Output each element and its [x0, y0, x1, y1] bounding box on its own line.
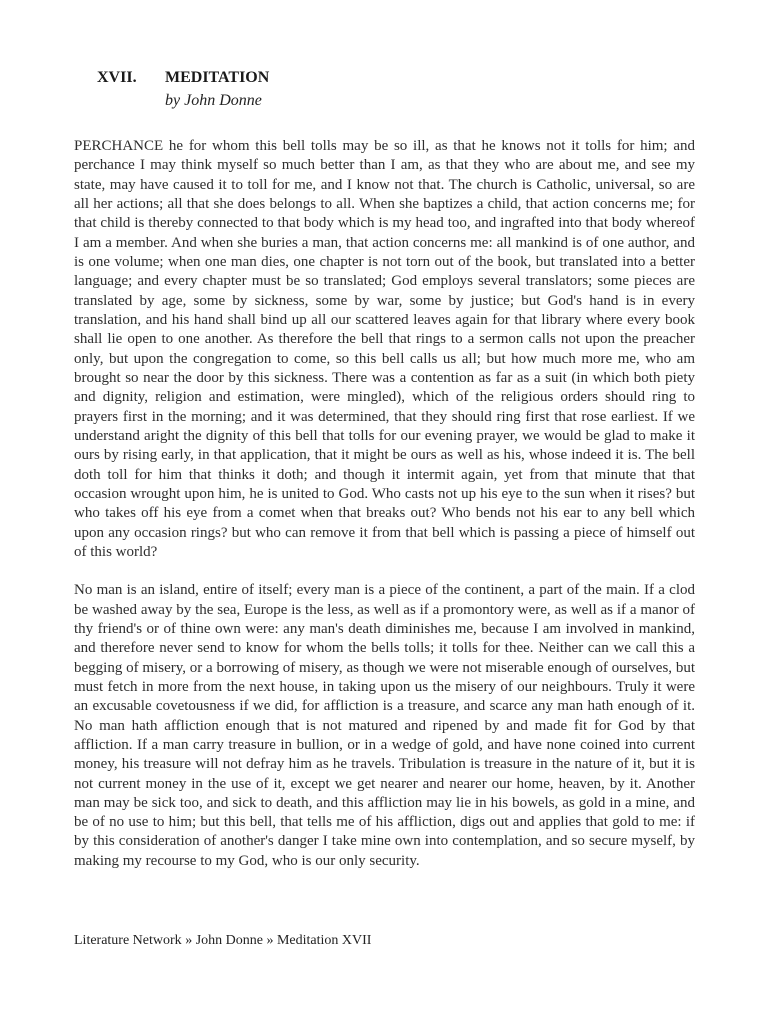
breadcrumb-separator: » [262, 933, 277, 948]
document-title: MEDITATION [165, 69, 270, 86]
author-byline: by John Donne [165, 92, 262, 109]
paragraph-1: PERCHANCE he for whom this bell tolls may be so ill, as that he knows not it tolls for him; and perchance I may think myself so much better than I am, as that they who are about me, and see my state, may have caused it to toll for me, and I know not that. The church is Catholic, universal, so are all her actions; all that she does belongs to all. When she baptizes a child, that action concerns me; for that child is thereby connected to that body which is my head too, and ingrafted into that body whereof I am a member. And when she buries a man, that action concerns me: all mankind is of one author, and is one volume; when one man dies, one chapter is not torn out of the book, but translated into a better language; and every chapter must be so translated; God employs several translators; some pieces are translated by age, some by sickness, some by war, some by justice; but God's hand is in every translation, and his hand shall bind up all our scattered leaves again for that library where every book shall lie open to one another. As therefore the bell that rings to a sermon calls not upon the preacher only, but upon the congregation to come, so this bell calls us all; but how much more me, who am brought so near the door by this sickness. There was a contention as far as a suit (in which both piety and dignity, religion and estimation, were mingled), which of the religious orders should ring to prayers first in the morning; and it was determined, that they should ring first that rose earliest. If we understand aright the dignity of this bell that tolls for our evening prayer, we would be glad to make it ours by rising early, in that application, that it might be ours as well as his, whose indeed it is. The bell doth toll for him that thinks it doth; and though it intermit again, yet from that minute that that occasion wrought upon him, he is united to God. Who casts not up his eye to the sun when it rises? but who takes off his eye from a comet when that breaks out? Who bends not his ear to any bell which upon any occasion rings? but who can remove it from that bell which is passing a piece of himself out of this world? [74, 138, 695, 560]
document-heading [97, 67, 697, 113]
breadcrumb-link-john-donne[interactable]: John Donne [195, 933, 263, 948]
breadcrumb [74, 931, 371, 951]
breadcrumb-separator: » [181, 933, 196, 948]
heading-row [97, 67, 697, 89]
breadcrumb-link-literature-network[interactable]: Literature Network [74, 933, 182, 948]
meditation-number: XVII. [97, 69, 137, 86]
breadcrumb-link-meditation-xvii[interactable]: Meditation XVII [276, 933, 372, 948]
document-body [74, 137, 695, 890]
paragraph-2: No man is an island, entire of itself; every man is a piece of the continent, a part of the main. If a clod be washed away by the sea, Europe is the less, as well as if a promontory were, as well as if a manor of thy friend's or of thine own were: any man's death diminishes me, because I am involved in mankind, and therefore never send to know for whom the bells tolls; it tolls for thee. Neither can we call this a begging of misery, or a borrowing of misery, as though we were not miserable enough of ourselves, but must fetch in more from the next house, in taking upon us the misery of our neighbours. Truly it were an excusable covetousness if we did, for affliction is a treasure, and scarce any man hath enough of it. No man hath affliction enough that is not matured and ripened by and made fit for God by that affliction. If a man carry treasure in bullion, or in a wedge of gold, and have none coined into current money, his treasure will not defray him as he travels. Tribulation is treasure in the nature of it, but it is not current money in the use of it, except we get nearer and nearer our home, heaven, by it. Another man may be sick too, and sick to death, and this affliction may lie in his bowels, as gold in a mine, and be of no use to him; but this bell, that tells me of his affliction, digs out and applies that gold to me: if by this consideration of another's danger I take mine own into contemplation, and so secure myself, by making my recourse to my God, who is our only security. [74, 582, 695, 869]
